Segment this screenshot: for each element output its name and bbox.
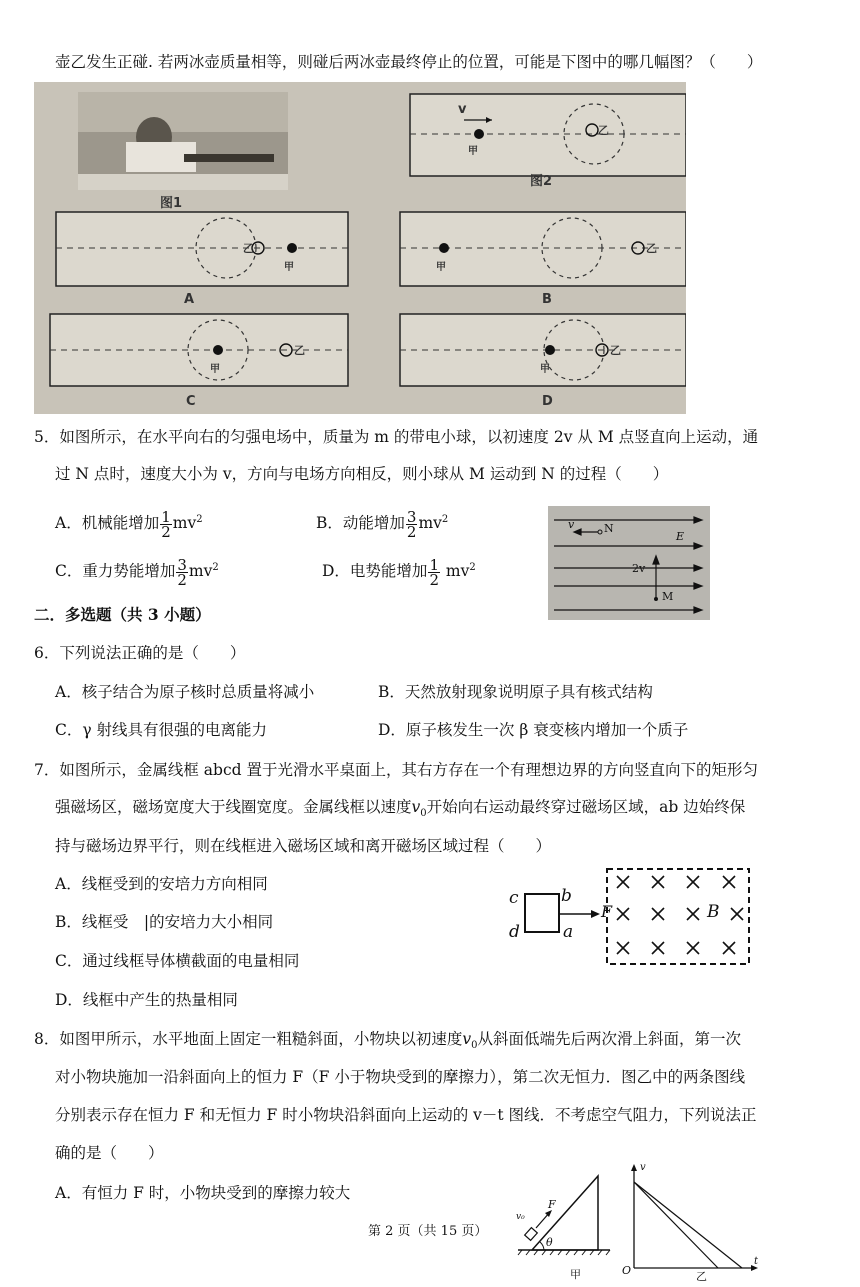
q8-fig-t: t <box>754 1256 759 1267</box>
panelB-jia: 甲 <box>436 262 446 273</box>
q8-fig-yi: 乙 <box>696 1270 707 1283</box>
q8-fig-O: O <box>622 1264 632 1277</box>
q7-option-c: C．通过线框导体横截面的电量相同 <box>55 952 300 970</box>
fig2-yi: 乙 <box>598 124 609 137</box>
q6-option-c: C．γ 射线具有很强的电离能力 <box>55 721 268 739</box>
q7-fig-b: b <box>561 886 572 906</box>
q8-line2: 对小物块施加一沿斜面向上的恒力 F（F 小于物块受到的摩擦力），第二次无恒力．图乙中的两条图线 <box>55 1068 746 1086</box>
q5-fig-N: N <box>604 522 614 535</box>
fig2-caption: 图2 <box>530 174 553 189</box>
q7-fig-d: d <box>509 922 520 942</box>
q5-option-d: D．电势能增加 $\frac{1}{2}$ $mv^2$ <box>322 555 476 589</box>
q8-fig-theta: θ <box>546 1236 553 1249</box>
q7-fig-F: F <box>601 902 613 921</box>
q5-option-a: A．机械能增加 $\frac{1}{2}$ $mv^2$ <box>55 507 203 541</box>
q5-option-b: B．动能增加 $\frac{3}{2}$ $mv^2$ <box>316 507 449 541</box>
q5-line2: 过 N 点时，速度大小为 v，方向与电场方向相反，则小球从 M 运动到 N 的过程（ ） <box>55 465 669 483</box>
panelA-yi: 乙 <box>243 242 254 255</box>
q7-magnetic-field-figure <box>505 864 755 970</box>
q5-option-c: C．重力势能增加 $\frac{3}{2}$ $mv^2$ <box>55 555 219 589</box>
q5-line1: 5．如图所示，在水平向右的匀强电场中，质量为 m 的带电小球，以初速度 2v 从 M 点竖直向上运动，通 <box>34 428 759 446</box>
panel-A-label: A <box>184 292 195 307</box>
q7-line2: 强磁场区，磁场宽度大于线圈宽度。金属线框以速度$v_0$开始向右运动最终穿过磁场区域，ab 边始终保 <box>55 798 746 820</box>
panelD-yi: 乙 <box>610 344 621 357</box>
q8-incline-and-vt-figure <box>510 1160 770 1284</box>
q8-fig-F: F <box>548 1198 556 1211</box>
q5-fig-E: E <box>676 530 685 543</box>
q7-option-b: B．线框受 |的安培力大小相同 <box>55 913 274 931</box>
q6-option-b: B．天然放射现象说明原子具有核式结构 <box>378 683 653 701</box>
q5-fig-M: M <box>662 590 674 603</box>
page-footer: 第 2 页（共 15 页） <box>368 1224 488 1239</box>
q6-option-a: A．核子结合为原子核时总质量将减小 <box>55 683 315 701</box>
panelA-jia: 甲 <box>284 262 294 273</box>
panel-C-label: C <box>186 394 196 409</box>
panel-B-label: B <box>542 292 552 307</box>
q8-option-a: A．有恒力 F 时，小物块受到的摩擦力较大 <box>55 1184 351 1202</box>
q7-fig-a: a <box>563 922 574 942</box>
fig2-v-label: v <box>458 102 467 117</box>
q4-stem-tail: 壶乙发生正碰. 若两冰壶质量相等，则碰后两冰壶最终停止的位置，可能是下图中的哪几幅图？（ ） <box>55 53 763 71</box>
panelB-yi: 乙 <box>646 242 657 255</box>
q7-line3: 持与磁场边界平行，则在线框进入磁场区域和离开磁场区域过程（ ） <box>55 837 552 855</box>
q8-line1: 8．如图甲所示，水平地面上固定一粗糙斜面，小物块以初速度$v_0$从斜面低端先后两次滑上斜面，第一次 <box>34 1030 742 1052</box>
q7-fig-B: B <box>707 902 720 922</box>
q8-fig-jia: 甲 <box>570 1268 581 1281</box>
panelC-yi: 乙 <box>294 344 305 357</box>
q7-line1: 7．如图所示，金属线框 abcd 置于光滑水平桌面上，其右方存在一个有理想边界的方向竖直向下的矩形匀 <box>34 761 758 779</box>
q5-fig-v: v <box>568 518 575 531</box>
q7-option-a: A．线框受到的安培力方向相同 <box>55 875 268 893</box>
q7-option-d: D．线框中产生的热量相同 <box>55 991 238 1009</box>
q7-fig-c: c <box>509 888 519 908</box>
q5-fig-2v: 2v <box>632 562 646 575</box>
fig2-jia: 甲 <box>468 146 478 157</box>
fig1-caption: 图1 <box>160 196 183 211</box>
q6-stem: 6．下列说法正确的是（ ） <box>34 644 246 662</box>
q6-option-d: D．原子核发生一次 β 衰变核内增加一个质子 <box>378 721 689 739</box>
panelD-jia: 甲 <box>540 364 550 375</box>
q8-line4: 确的是（ ） <box>55 1144 164 1162</box>
section-heading-multi-choice: 二．多选题（共 3 小题） <box>34 605 211 624</box>
q8-fig-v0: v₀ <box>516 1212 525 1222</box>
q8-fig-v: v <box>640 1162 646 1173</box>
panel-D-label: D <box>542 394 553 409</box>
panelC-jia: 甲 <box>210 364 220 375</box>
q8-line3: 分别表示存在恒力 F 和无恒力 F 时小物块沿斜面向上运动的 v－t 图线．不考虑空气阻力，下列说法正 <box>55 1106 757 1124</box>
curling-figure <box>34 82 686 414</box>
q5-electric-field-figure <box>548 506 710 620</box>
